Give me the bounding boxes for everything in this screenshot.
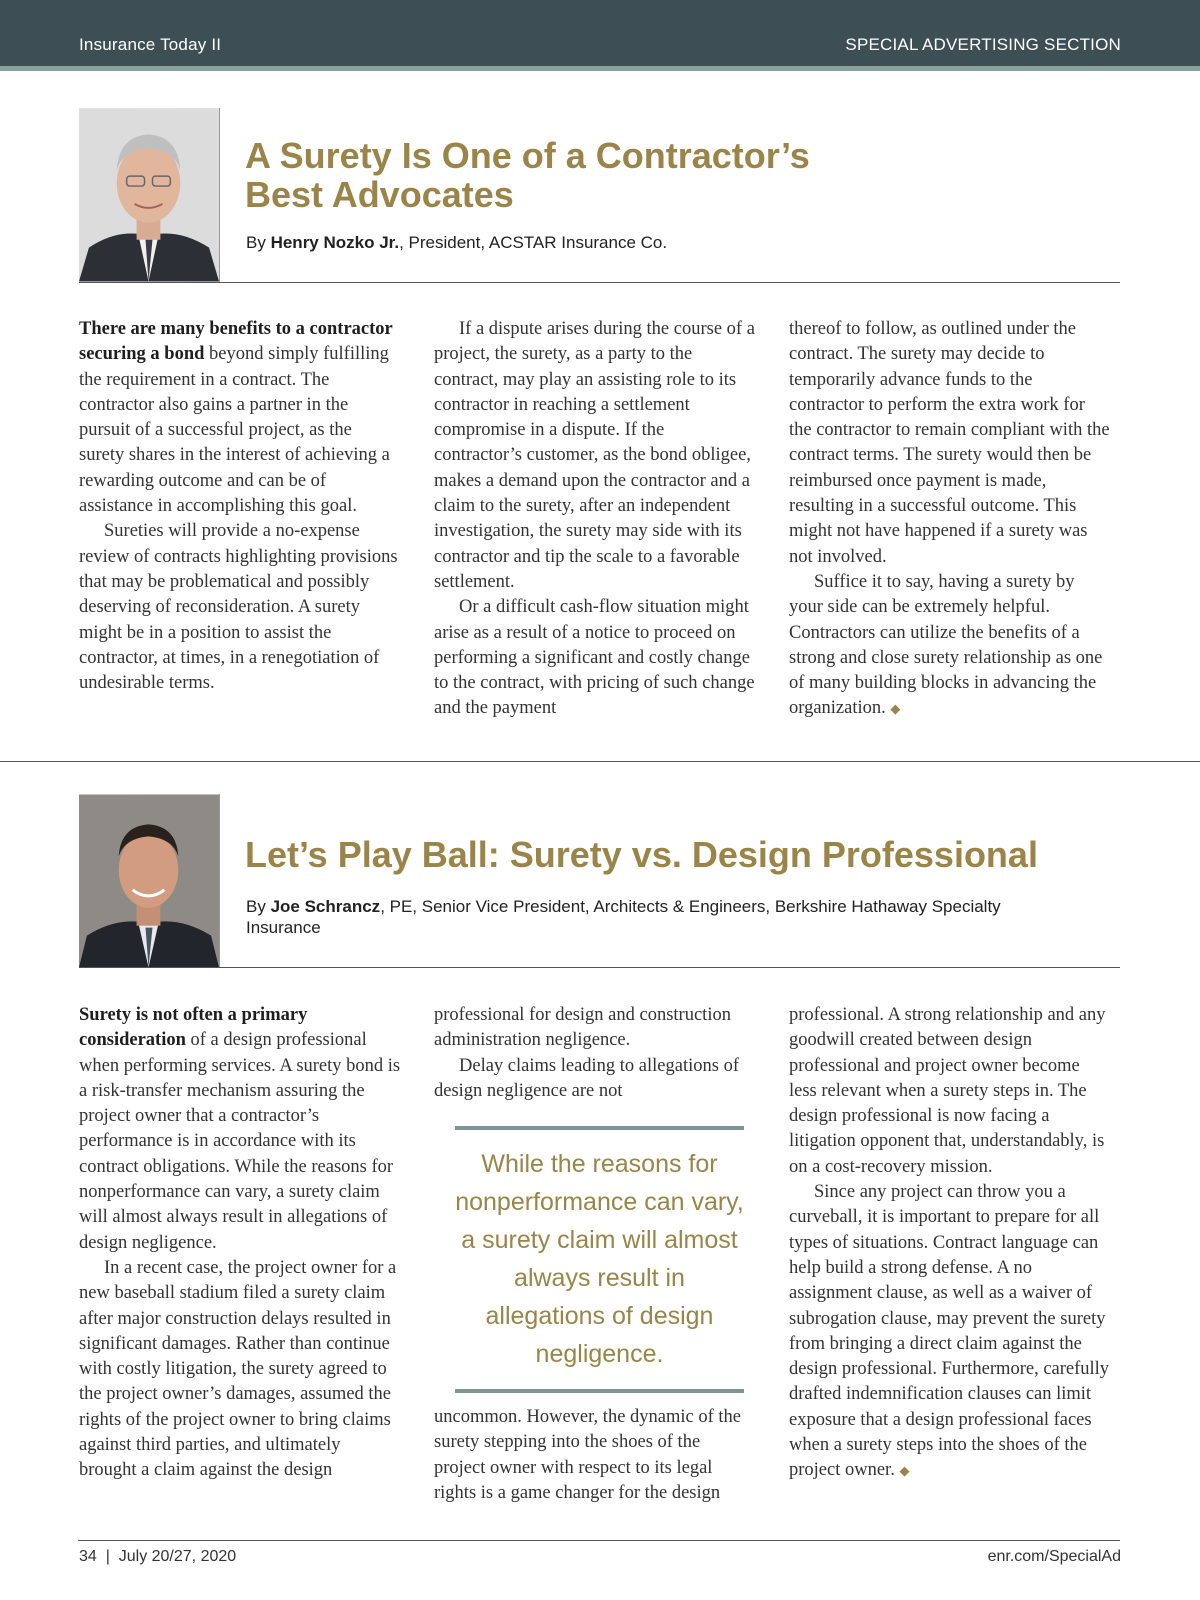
paragraph: uncommon. However, the dynamic of the surety stepping into the shoes of the project owner with respect to its legal rights is a game changer for the design: [434, 1407, 741, 1503]
publication-name: Insurance Today II: [79, 35, 222, 54]
author-name: Henry Nozko Jr.: [270, 233, 400, 252]
paragraph: [789, 1180, 1111, 1484]
article2-header-rule: [79, 967, 1120, 968]
article2-column-3: [789, 1003, 1111, 1484]
paragraph: Or a difficult cash-flow situation might arise as a result of a notice to proceed on performing a significant and costly change to the contract, with pricing of such change and the payment: [434, 597, 755, 719]
portrait-image: [79, 108, 219, 282]
article2-title: Let’s Play Ball: Surety vs. Design Professional: [245, 834, 1038, 875]
paragraph: thereof to follow, as outlined under the contract. The surety may decide to temporarily advance funds to the contractor to perform the extra work for the contractor to remain compliant with the contract terms. The surety would then be reimbursed once payment is made, resulting in a successful outcome. This might not have happened if a surety was not involved.: [789, 319, 1110, 567]
article1-column-1: [79, 317, 401, 696]
paragraph: professional for design and construction administration negligence.: [434, 1005, 731, 1051]
paragraph: professional. A strong relationship and any goodwill created between design professional and project owner become less relevant when a surety steps in. The design professional is now facing a litigation opponent that, understandably, is on a cost-recovery mission.: [789, 1005, 1106, 1177]
paragraph: If a dispute arises during the course of a project, the surety, as a party to the contract, may play an assisting role to its contractor in reaching a settlement compromise in a dispute. If the contractor’s customer, as the bond obligee, makes a demand upon the contractor and a claim to the surety, after an independent investigation, the surety may side with its contractor and tip the scale to a favorable settlement.: [434, 319, 755, 592]
page-number-date: 34 | July 20/27, 2020: [79, 1548, 237, 1565]
byline-prefix: By: [246, 233, 266, 252]
paragraph-text: Since any project can throw you a curveball, it is important to prepare for all types of situations. Contract language can help build a strong defense. A no assignment clause, as well as a waiver of subrogation clause, may prevent the surety from bringing a direct claim against the design professional. Furthermore, carefully drafted indemnification clauses can limit exposure that a design professional faces when a surety steps into the shoes of the project owner.: [789, 1182, 1110, 1481]
article2-byline: [246, 896, 1006, 938]
end-mark-icon: ◆: [899, 1463, 910, 1479]
article2-column-2-top: [434, 1003, 756, 1104]
end-mark-icon: ◆: [890, 701, 901, 717]
author-role: , President, ACSTAR Insurance Co.: [399, 233, 668, 252]
article2-column-2-bottom: [434, 1405, 756, 1506]
author-role: , PE, Senior Vice President, Architects & Engineers, Berkshire Hathaway Specialty Insurance: [246, 897, 1001, 937]
paragraph: Delay claims leading to allegations of design negligence are not: [434, 1055, 739, 1101]
portrait-image: [79, 794, 219, 968]
article1-header-rule: [79, 282, 1120, 283]
footer-rule: [78, 1540, 1120, 1541]
author-photo-joe-schrancz: [79, 794, 220, 968]
lead-in: There are many benefits to a contractor securing a bond: [79, 319, 393, 365]
header-bar: [0, 0, 1200, 66]
paragraph-text: Suffice it to say, having a surety by your side can be extremely helpful. Contractors can utilize the benefits of a strong and close surety relationship as one of many building blocks in advancing the organization.: [789, 571, 1103, 719]
paragraph: [79, 1003, 401, 1256]
article1-column-3: [789, 317, 1111, 722]
header-stripe: [0, 66, 1200, 71]
section-label: SPECIAL ADVERTISING SECTION: [845, 35, 1121, 54]
article-divider: [0, 761, 1200, 762]
paragraph: [789, 570, 1111, 722]
paragraph: [79, 317, 401, 519]
paragraph: Sureties will provide a no-expense review of contracts highlighting provisions that may be problematical and possibly deserving of reconsideration. A surety might be in a position to assist the contractor, at times, in a renegotiation of undesirable terms.: [79, 521, 398, 694]
byline-prefix: By: [246, 897, 266, 916]
article1-title: A Surety Is One of a Contractor’s Best Advocates: [245, 135, 810, 215]
footer-url: enr.com/SpecialAd: [987, 1548, 1121, 1565]
article2-column-1: [79, 1003, 401, 1484]
author-photo-henry-nozko: [79, 108, 220, 282]
lead-in: Surety is not often a primary consideration: [79, 1005, 308, 1051]
paragraph: In a recent case, the project owner for a new baseball stadium filed a surety claim after major construction delays resulted in significant damages. Rather than continue with costly litigation, the surety agreed to the project owner’s damages, assumed the rights of the project owner to bring claims against third parties, and ultimately brought a claim against the design: [79, 1257, 397, 1481]
pull-quote: While the reasons for nonperformance can vary, a surety claim will almost always result in allegations of design negligence.: [455, 1126, 744, 1393]
paragraph-text: beyond simply fulfilling the requirement in a contract. The contractor also gains a partner in the pursuit of a successful project, as the surety shares in the interest of achieving a rewarding outcome and can be of assistance in accomplishing this goal.: [79, 344, 390, 517]
paragraph-text: of a design professional when performing services. A surety bond is a risk-transfer mechanism assuring the project owner that a contractor’s performance is in accordance with its contract obligations. While the reasons for nonperformance can vary, a surety claim will almost always result in allegations of design negligence.: [79, 1030, 401, 1253]
author-name: Joe Schrancz: [270, 897, 381, 916]
article1-column-2: [434, 317, 756, 722]
article1-byline: [246, 232, 1106, 253]
